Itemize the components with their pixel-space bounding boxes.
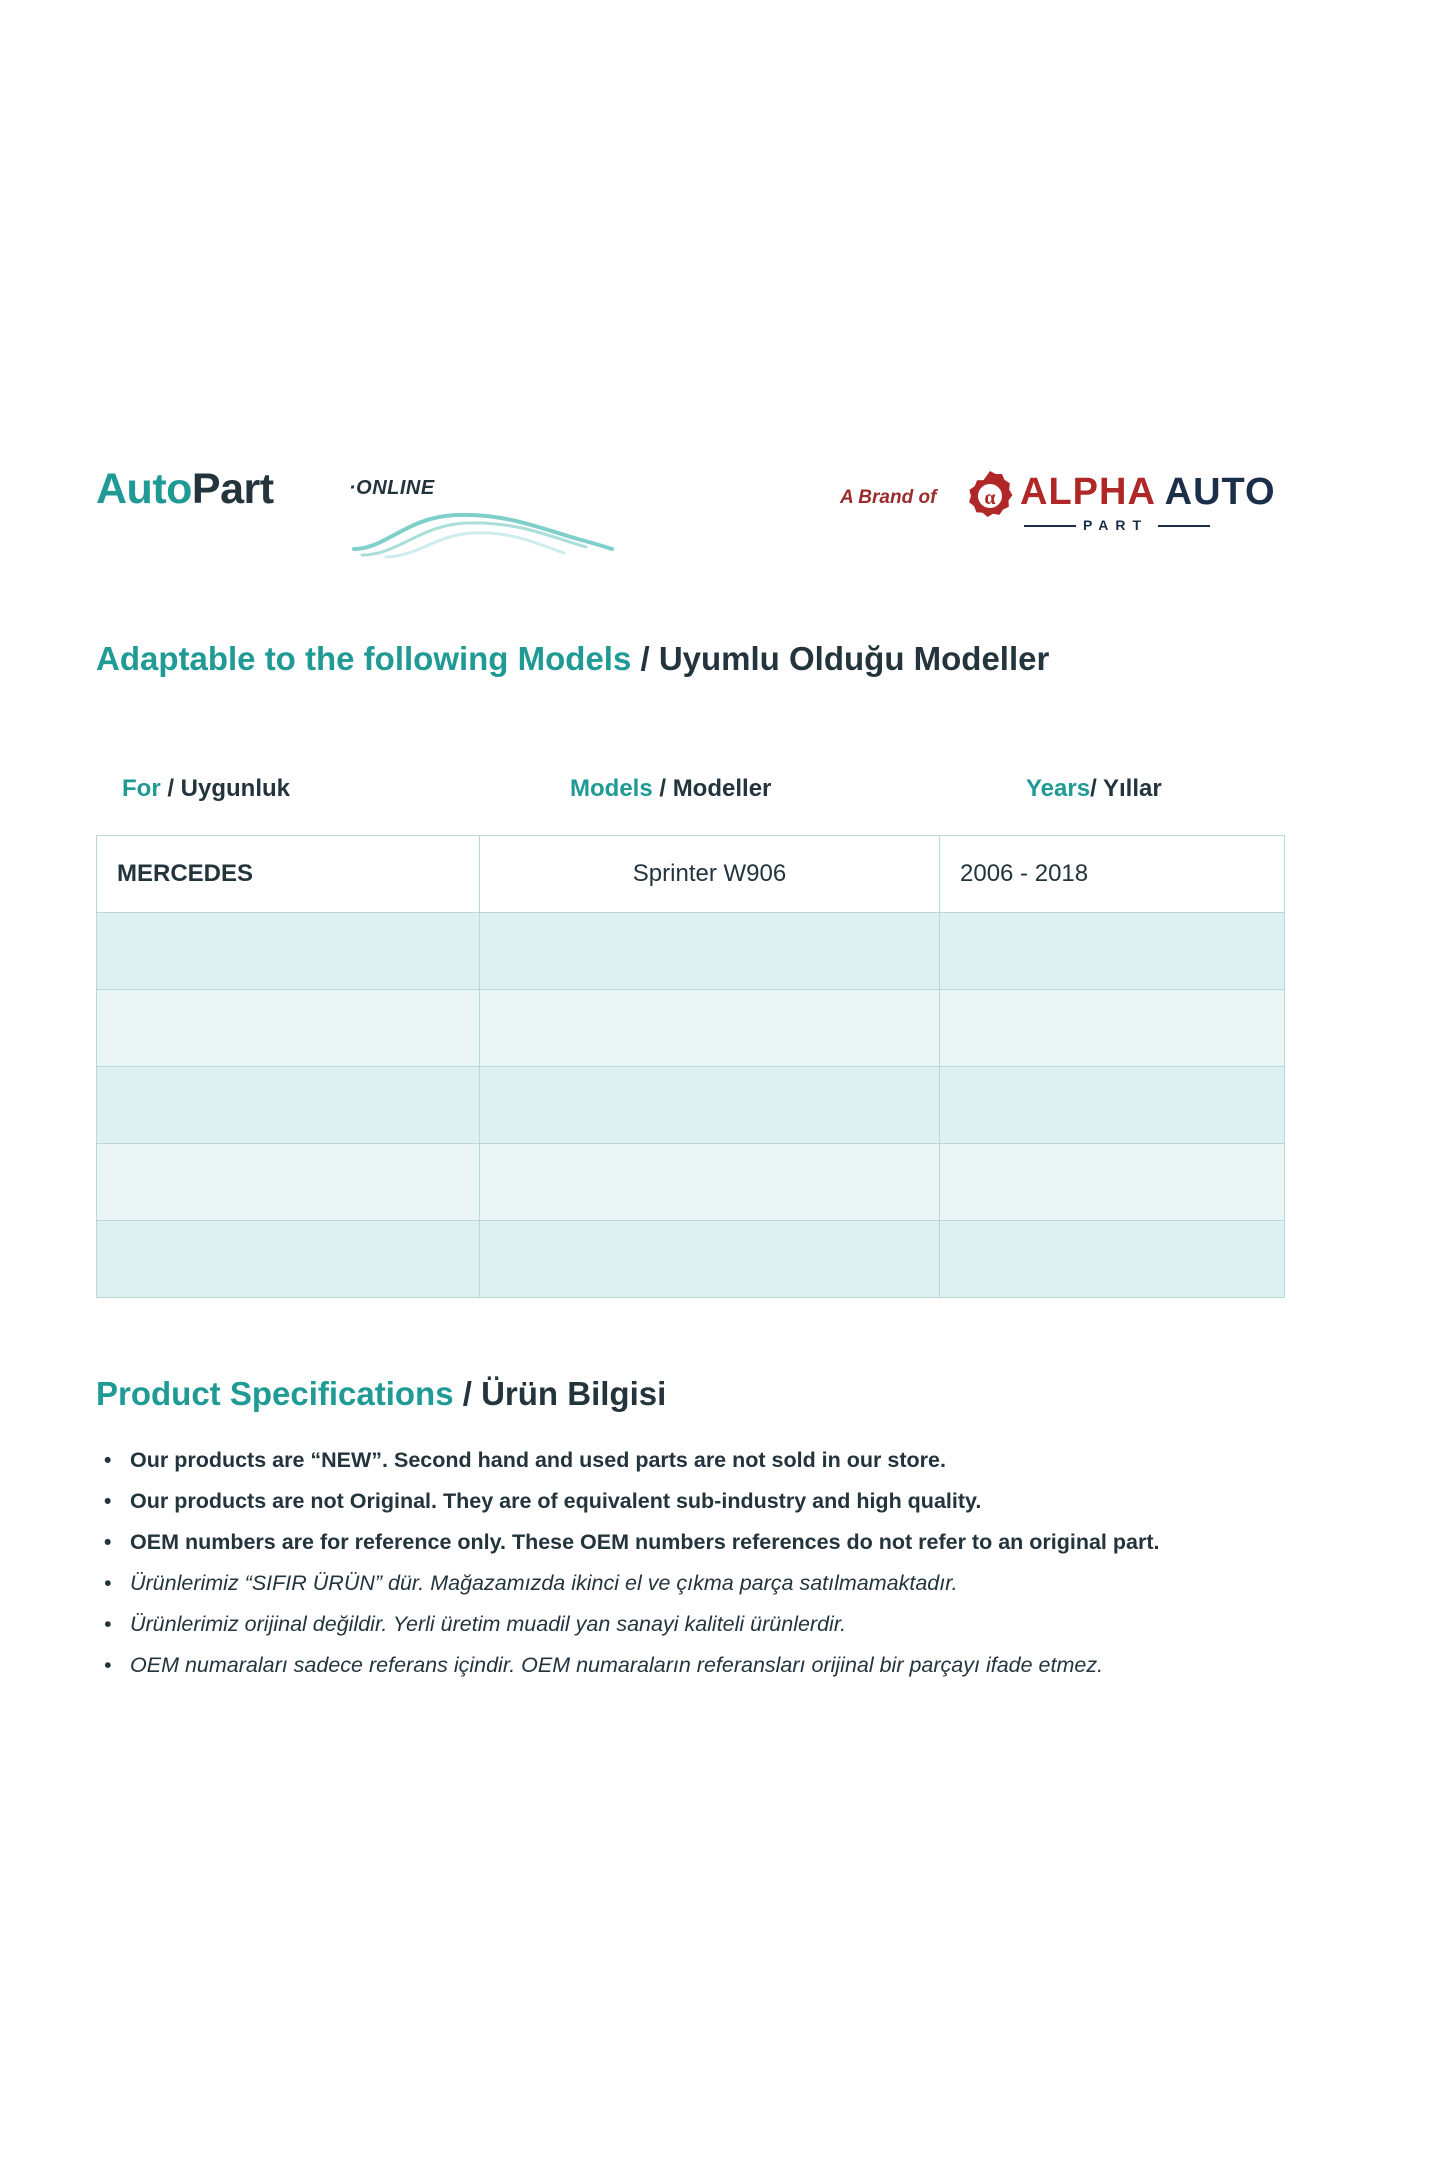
specs-title-en: Product Specifications xyxy=(96,1375,454,1412)
bullet-icon: • xyxy=(104,1449,112,1472)
models-section-title xyxy=(96,640,1049,678)
cell-years xyxy=(940,1144,1285,1221)
column-header-models xyxy=(570,775,771,803)
bullet-icon: • xyxy=(104,1654,112,1677)
specs-list xyxy=(96,1440,1356,1686)
document-header xyxy=(0,455,1440,565)
logo-part-text: Part xyxy=(191,465,274,513)
cell-for xyxy=(97,913,480,990)
part-rule-left xyxy=(1024,525,1076,527)
part-rule-right xyxy=(1158,525,1210,527)
models-table-headers xyxy=(96,775,1346,815)
list-item-text: Ürünlerimiz orijinal değildir. Yerli üretim muadil yan sanayi kaliteli ürünlerdir. xyxy=(130,1612,847,1636)
bullet-icon: • xyxy=(104,1613,112,1636)
cell-model xyxy=(480,913,940,990)
specs-title-tr: / Ürün Bilgisi xyxy=(453,1375,667,1412)
alpha-auto-wordmark xyxy=(1020,471,1276,514)
column-header-models-en: Models xyxy=(570,775,653,802)
cell-years xyxy=(940,990,1285,1067)
list-item-text: Our products are not Original. They are of equivalent sub-industry and high quality. xyxy=(130,1489,982,1513)
cell-years xyxy=(940,913,1285,990)
table-row xyxy=(97,836,1285,913)
list-item-text: Ürünlerimiz “SIFIR ÜRÜN” dür. Mağazamızda ikinci el ve çıkma parça satılmamaktadır. xyxy=(130,1571,958,1595)
column-header-years-tr: / Yıllar xyxy=(1090,775,1162,802)
table-row xyxy=(97,1221,1285,1298)
table-row xyxy=(97,913,1285,990)
cell-for xyxy=(97,1067,480,1144)
autopart-online-logo xyxy=(96,455,596,565)
column-header-for-en: For xyxy=(122,775,161,802)
column-header-for-tr: / Uygunluk xyxy=(160,775,291,802)
table-row xyxy=(97,1067,1285,1144)
cell-years xyxy=(940,1221,1285,1298)
auto-text: AUTO xyxy=(1164,471,1276,513)
gear-icon xyxy=(962,469,1018,525)
car-swoosh-icon xyxy=(346,499,616,561)
cell-for xyxy=(97,1144,480,1221)
cell-model xyxy=(480,990,940,1067)
cell-years xyxy=(940,1067,1285,1144)
table-row xyxy=(97,990,1285,1067)
list-item-text: OEM numbers are for reference only. These OEM numbers references do not refer to an original part. xyxy=(130,1530,1160,1554)
bullet-icon: • xyxy=(104,1531,112,1554)
cell-model: Sprinter W906 xyxy=(480,836,940,913)
svg-text:α: α xyxy=(984,487,996,509)
table-row xyxy=(97,1144,1285,1221)
list-item xyxy=(96,1604,1356,1645)
logo-online-text: ·ONLINE xyxy=(349,477,435,499)
list-item-text: Our products are “NEW”. Second hand and used parts are not sold in our store. xyxy=(130,1448,946,1472)
cell-years: 2006 - 2018 xyxy=(940,836,1285,913)
list-item xyxy=(96,1563,1356,1604)
column-header-years-en: Years xyxy=(1026,775,1091,802)
cell-model xyxy=(480,1144,940,1221)
bullet-icon: • xyxy=(104,1572,112,1595)
cell-for xyxy=(97,990,480,1067)
list-item-text: OEM numaraları sadece referans içindir. OEM numaraların referansları orijinal bir parçayı ifade etmez. xyxy=(130,1653,1104,1677)
logo-auto-text: Auto xyxy=(96,465,192,513)
list-item xyxy=(96,1645,1356,1686)
alpha-auto-part-logo xyxy=(840,459,1360,559)
cell-model xyxy=(480,1067,940,1144)
specs-section-title xyxy=(96,1375,666,1413)
a-brand-of-label: A Brand of xyxy=(840,487,937,508)
alpha-text: ALPHA xyxy=(1020,471,1155,513)
list-item xyxy=(96,1440,1356,1481)
cell-for xyxy=(97,1221,480,1298)
autopart-wordmark xyxy=(96,465,274,514)
bullet-icon: • xyxy=(104,1490,112,1513)
cell-model xyxy=(480,1221,940,1298)
models-table xyxy=(96,835,1285,1298)
cell-for: MERCEDES xyxy=(97,836,480,913)
column-header-models-tr: / Modeller xyxy=(652,775,772,802)
part-subtext: PART xyxy=(1083,517,1149,533)
column-header-for xyxy=(122,775,290,803)
models-title-tr: / Uyumlu Olduğu Modeller xyxy=(631,640,1050,677)
list-item xyxy=(96,1522,1356,1563)
list-item xyxy=(96,1481,1356,1522)
models-title-en: Adaptable to the following Models xyxy=(96,640,632,677)
column-header-years xyxy=(1026,775,1162,803)
